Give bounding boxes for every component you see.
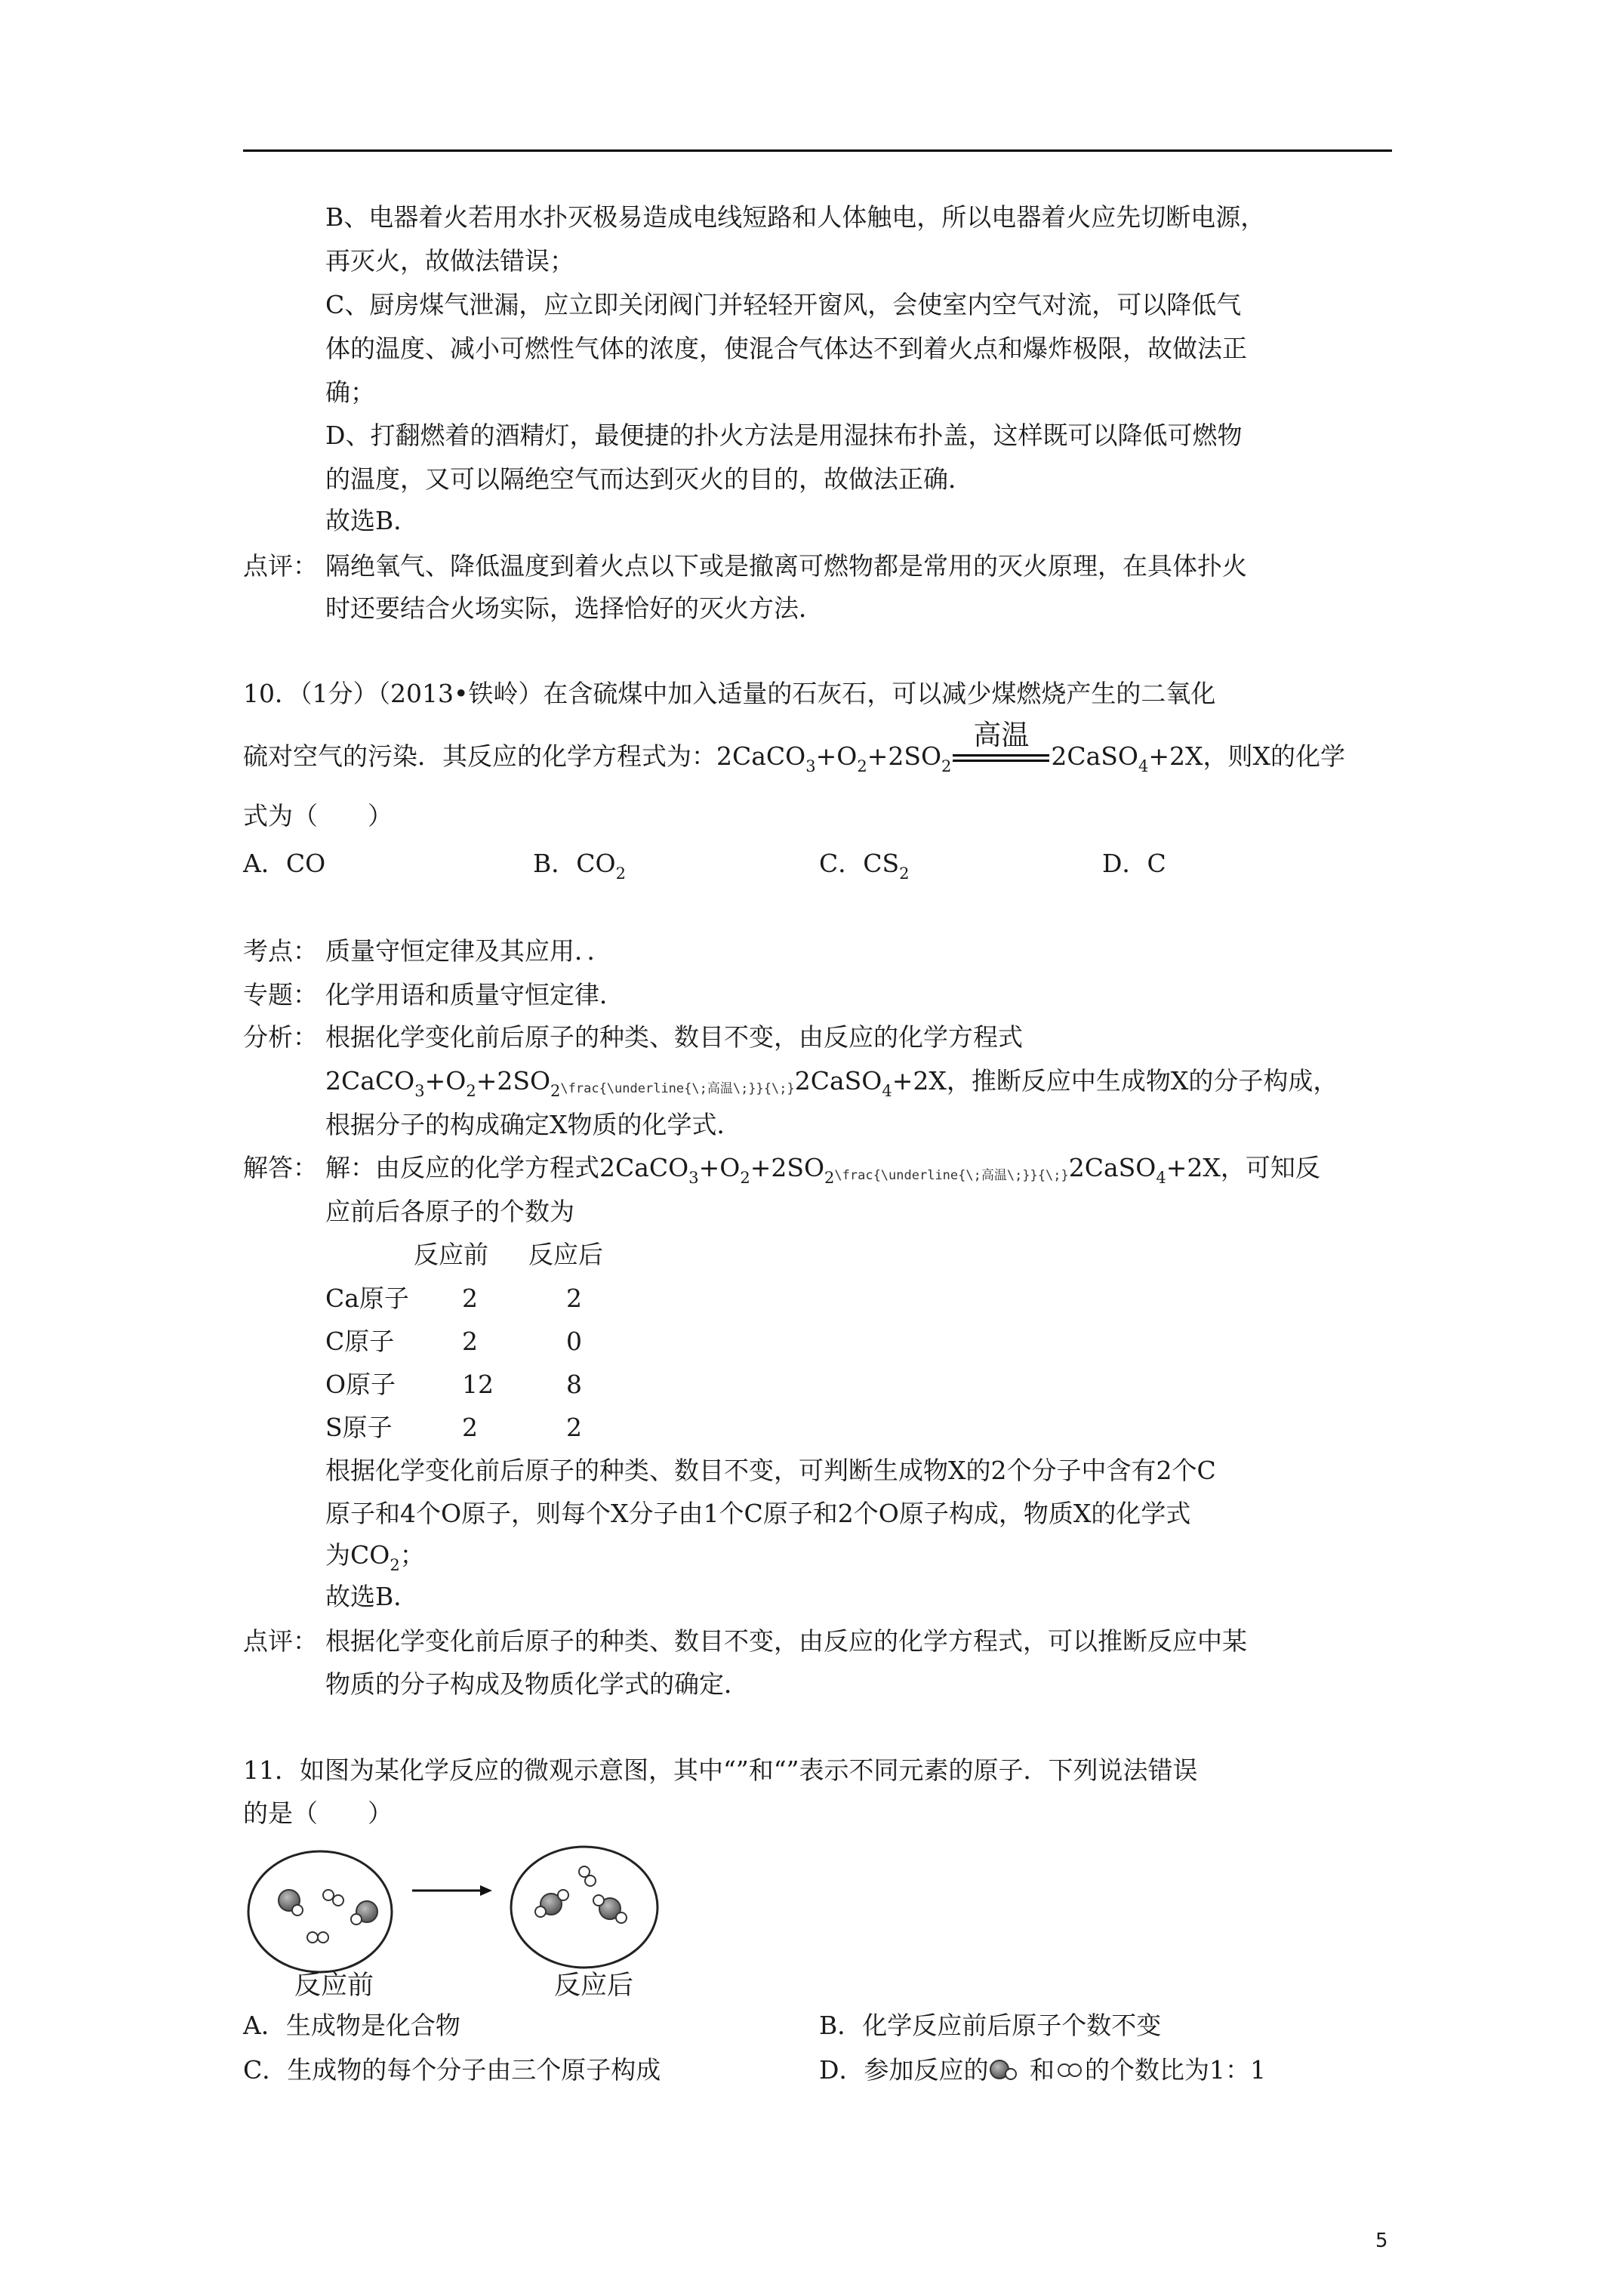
- q10-option-b: B．$CO_2$: [533, 849, 626, 883]
- comment-line1: 隔绝氧气、降低温度到着火点以下或是撤离可燃物都是常用的灭火原理，在具体扑火: [325, 551, 1247, 581]
- fenxi-label: 分析：: [243, 1022, 318, 1052]
- reaction-condition: 高温: [973, 719, 1030, 751]
- table-row-atom: Ca原子: [325, 1284, 409, 1313]
- jieda-label: 解答：: [243, 1153, 318, 1182]
- q10-stem-text: 硫对空气的污染．其反应的化学方程式为：: [243, 741, 716, 771]
- reaction-micro-diagram: [246, 1830, 669, 2001]
- kaodian-label: 考点：: [243, 936, 318, 966]
- product-molecule-icon: [535, 1890, 568, 1917]
- q11-option-d: D．参加反应的 和 的个数比为1：1: [819, 2055, 1266, 2090]
- table-row-atom: O原子: [325, 1370, 396, 1399]
- q10-stem-line1: 10．（1分）（2013•铁岭）在含硫煤中加入适量的石灰石，可以减少煤燃烧产生的二氧化: [243, 679, 1216, 708]
- conclusion-line1: 根据化学变化前后原子的种类、数目不变，可判断生成物X的2个分子中含有2个C: [325, 1456, 1216, 1485]
- answer-option-d-line1: D、打翻燃着的酒精灯，最便捷的扑火方法是用湿抹布扑盖，这样既可以降低可燃物: [325, 421, 1243, 450]
- q10-comment-line1: 根据化学变化前后原子的种类、数目不变，由反应的化学方程式，可以推断反应中某: [325, 1626, 1247, 1656]
- q10-comment-line2: 物质的分子构成及物质化学式的确定．: [325, 1669, 749, 1699]
- jieda-line2: 应前后各原子的个数为: [325, 1197, 574, 1226]
- dark-light-molecule-icon: [988, 2057, 1021, 2090]
- kaodian-text: 质量守恒定律及其应用．．: [325, 936, 612, 966]
- light-light-molecule-icon: [307, 1932, 328, 1943]
- q10-comment-label: 点评：: [243, 1626, 318, 1656]
- table-row-after: 2: [566, 1413, 582, 1442]
- table-row-before: 12: [462, 1370, 494, 1399]
- q10-option-d: D．C: [1102, 849, 1166, 878]
- fenxi-line1: 根据化学变化前后原子的种类、数目不变，由反应的化学方程式: [325, 1022, 1023, 1052]
- comment-label: 点评：: [243, 551, 318, 581]
- dark-light-molecule-icon: [351, 1901, 377, 1925]
- q11-stem-line1: 11．如图为某化学反应的微观示意图，其中“”和“”表示不同元素的原子．下列说法错误: [243, 1755, 1198, 1785]
- answer-option-b-line2: 再灭火，故做法错误；: [325, 246, 574, 276]
- after-container: [511, 1847, 658, 1968]
- q11-option-c: C．生成物的每个分子由三个原子构成: [243, 2055, 661, 2085]
- dark-light-molecule-icon: [279, 1890, 303, 1915]
- fenxi-line2: $2CaCO_3+O_2+2SO_2\backslash frac\{\backslash underline\{\backslash$;高温\;}}{\;}2CaSO$_4$+2X，推断反应中生成物X的分子构成，: [325, 1066, 1338, 1100]
- comment-line2: 时还要结合火场实际，选择恰好的灭火方法．: [325, 593, 824, 623]
- light-light-molecule-icon: [1055, 2057, 1085, 2090]
- conclusion-line2: 原子和4个O原子，则每个X分子由1个C原子和2个O原子构成，物质X的化学式: [325, 1499, 1191, 1528]
- table-header-after: 反应后: [528, 1240, 603, 1269]
- q11-option-b: B．化学反应前后原子个数不变: [819, 2011, 1162, 2040]
- answer-option-b-line1: B、电器着火若用水扑灭极易造成电线短路和人体触电，所以电器着火应先切断电源，: [325, 202, 1266, 232]
- page-number: 5: [1375, 2230, 1388, 2252]
- header-rule: [243, 149, 1392, 152]
- table-header-before: 反应前: [414, 1240, 488, 1269]
- table-row-before: 2: [462, 1327, 478, 1356]
- q10-option-a: A．CO: [243, 849, 326, 878]
- answer-choice: 故选B．: [325, 506, 419, 535]
- q10-stem-line3: 式为（ ）: [243, 801, 393, 831]
- q11-option-a: A．生成物是化合物: [243, 2011, 460, 2040]
- table-row-before: 2: [462, 1284, 478, 1313]
- equation-lhs: $2CaCO_3+O_2+2SO_2$: [716, 741, 952, 775]
- answer-option-c-line3: 确；: [325, 378, 375, 407]
- answer-option-c-line1: C、厨房煤气泄漏，应立即关闭阀门并轻轻开窗风，会使室内空气对流，可以降低气: [325, 290, 1242, 319]
- q10-stem-line2: 硫对空气的污染．其反应的化学方程式为：$2CaCO_3+O_2+2SO_2$ 高温 2CaSO$_4$+2X，则X的化学: [243, 719, 1345, 775]
- table-row-before: 2: [462, 1413, 478, 1442]
- light-light-molecule-icon: [323, 1890, 343, 1906]
- table-row-after: 8: [566, 1370, 582, 1399]
- q10-answer-choice: 故选B．: [325, 1582, 419, 1611]
- jieda-line1: 解：由反应的化学方程式$2CaCO_3+O_2+2SO_2\backslash frac\{\backslash underline\{\backslash$;高温\;}}{\;}2CaSO$_4$+2X，可知反: [325, 1153, 1320, 1187]
- fenxi-line3: 根据分子的构成确定X物质的化学式．: [325, 1110, 742, 1139]
- table-row-after: 2: [566, 1284, 582, 1313]
- table-row-atom: C原子: [325, 1327, 395, 1356]
- product-molecule-icon: [593, 1895, 627, 1923]
- table-row-after: 0: [566, 1327, 582, 1356]
- q11-stem-line2: 的是（ ）: [243, 1798, 393, 1828]
- zhuanti-label: 专题：: [243, 980, 318, 1009]
- answer-option-d-line2: 的温度，又可以隔绝空气而达到灭火的目的，故做法正确．: [325, 464, 973, 494]
- conclusion-line3: 为$CO_2$；: [325, 1540, 425, 1574]
- table-row-atom: S原子: [325, 1413, 393, 1442]
- answer-option-c-line2: 体的温度、减小可燃性气体的浓度，使混合气体达不到着火点和爆炸极限，故做法正: [325, 334, 1247, 363]
- label-before: 反应前: [294, 1971, 374, 2001]
- light-light-molecule-icon: [579, 1866, 596, 1886]
- arrow-head-icon: [480, 1885, 492, 1896]
- zhuanti-text: 化学用语和质量守恒定律．: [325, 980, 624, 1009]
- reaction-condition-arrow: [953, 719, 1049, 772]
- latex-fragment: \frac{\underline{\;高温\;}}{\;}: [560, 1081, 795, 1096]
- equation-rhs: 2CaSO$_4$+2X: [1051, 741, 1203, 775]
- q10-option-c: C．$CS_2$: [819, 849, 910, 883]
- label-after: 反应后: [554, 1971, 634, 2001]
